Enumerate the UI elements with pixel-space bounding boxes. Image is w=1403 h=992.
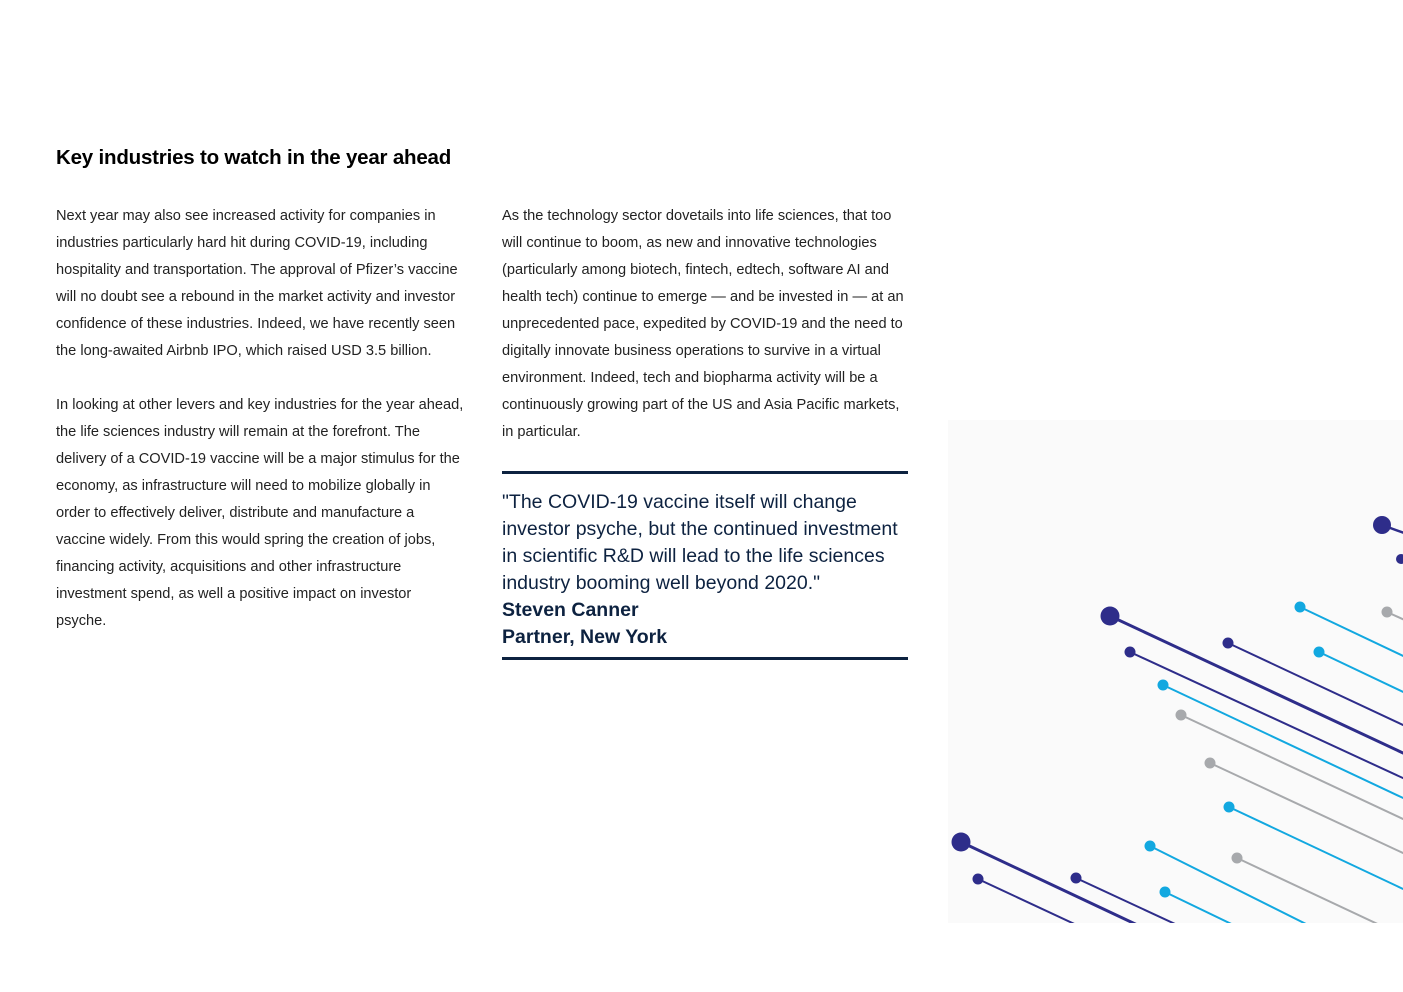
body-paragraph: Next year may also see increased activity for companies in industries particularly hard hit during COVID-19, including hospitality and transportation. The approval of Pfizer’s vaccine will no doubt see a rebound in the market activity and investor confidence of these industries. Indeed, we have recently seen the long-awaited Airbnb IPO, which raised USD 3.5 billion. xyxy=(56,208,458,359)
left-column xyxy=(56,203,464,662)
section-heading: Key industries to watch in the year ahead xyxy=(56,146,452,169)
decorative-lines-graphic xyxy=(948,420,1403,923)
quote-author-role: Partner, New York xyxy=(502,626,668,648)
pull-quote xyxy=(502,471,908,660)
diagonal-lines-pattern-icon xyxy=(948,420,1403,923)
quote-author-name: Steven Canner xyxy=(502,599,639,621)
body-paragraph: In looking at other levers and key industries for the year ahead, the life sciences industry will remain at the forefront. The delivery of a COVID-19 vaccine will be a major stimulus for the economy, as infrastructure will need to mobilize globally in order to effectively deliver, distribute and manufacture a vaccine widely. From this would spring the creation of jobs, financing activity, acquisitions and other infrastructure investment spend, as well a positive impact on investor psyche. xyxy=(56,397,464,629)
body-paragraph: As the technology sector dovetails into life sciences, that too will continue to boom, as new and innovative technologies (particularly among biotech, fintech, edtech, software AI and health tech) continue to emerge — and be invested in — at an unprecedented pace, expedited by COVID-19 and the need to digitally innovate business operations to survive in a virtual environment. Indeed, tech and biopharma activity will be a continuously growing part of the US and Asia Pacific markets, in particular. xyxy=(502,208,904,440)
quote-text: "The COVID-19 vaccine itself will change investor psyche, but the continued investment in scientific R&D will lead to the life sciences industry booming well beyond 2020." xyxy=(502,491,898,594)
middle-column xyxy=(502,203,906,473)
